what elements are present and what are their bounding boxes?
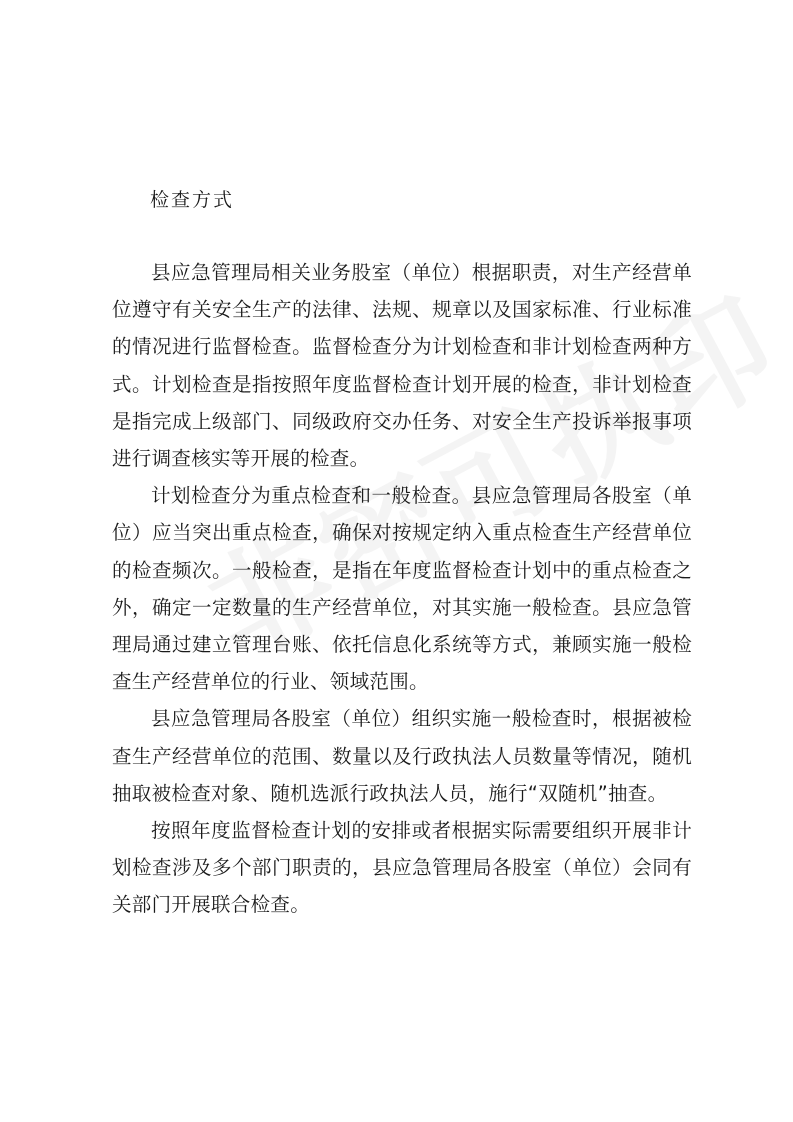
paragraph-4: 按照年度监督检查计划的安排或者根据实际需要组织开展非计划检查涉及多个部门职责的，县应急管理局各股室（单位）会同有关部门开展联合检查。	[112, 819, 692, 917]
paragraph-2: 计划检查分为重点检查和一般检查。县应急管理局各股室（单位）应当突出重点检查，确保对按规定纳入重点检查生产经营单位的检查频次。一般检查，是指在年度监督检查计划中的重点检查之外，确定一定数量的生产经营单位，对其实施一般检查。县应急管理局通过建立管理台账、依托信息化系统等方式，兼顾实施一般检查生产经营单位的行业、领域范围。	[112, 484, 692, 694]
document-body	[112, 254, 692, 924]
section-heading: 检查方式	[150, 189, 235, 211]
paragraph-3: 县应急管理局各股室（单位）组织实施一般检查时，根据被检查生产经营单位的范围、数量以及行政执法人员数量等情况，随机抽取被检查对象、随机选派行政执法人员，施行“双随机”抽查。	[112, 707, 692, 805]
paragraph-1: 县应急管理局相关业务股室（单位）根据职责，对生产经营单位遵守有关安全生产的法律、法规、规章以及国家标准、行业标准的情况进行监督检查。监督检查分为计划检查和非计划检查两种方式。计划检查是指按照年度监督检查计划开展的检查，非计划检查是指完成上级部门、同级政府交办任务、对安全生产投诉举报事项进行调查核实等开展的检查。	[112, 261, 692, 471]
